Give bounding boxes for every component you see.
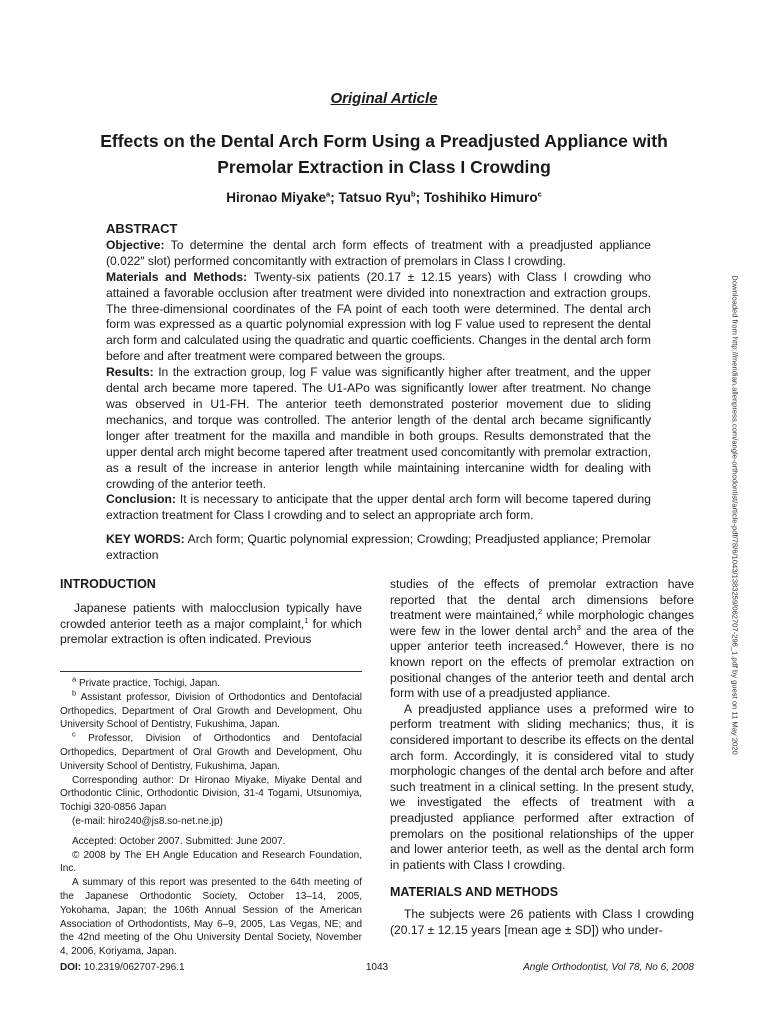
paragraph-text: However, there is no known report on the effects of premolar extraction on positional changes of the anterior teeth and dental arch form with use of a preadjusted appliance. — [390, 639, 694, 701]
citation-ref: 3 — [576, 622, 581, 632]
author-separator: ; — [330, 190, 339, 205]
paragraph-text: for which premolar extraction is often indicated. Previous — [60, 616, 362, 647]
abstract-heading: ABSTRACT — [106, 221, 178, 236]
results-text: In the extraction group, log F value was significantly higher after treatment, and the upper dental arch became more tapered. The U1-APo was significantly lower after treatment. No change was observed in U1-FH. The anterior teeth demonstrated posterior movement due to sliding mechanics, and torque was controlled. The anterior length of the dental arch became significantly longer after treatment for the maxilla and mandible in both groups. Results demonstrated that the upper dental arch might become tapered after treatment used concomitantly with premolar extraction, as a result of the increase in anterior length while maintaining intercanine width for dealing with crowding of the anterior teeth. — [106, 365, 651, 491]
download-watermark — [727, 275, 743, 755]
footnote-dates: Accepted: October 2007. Submitted: June 2007. — [72, 835, 286, 847]
footnote-copyright: © 2008 by The EH Angle Education and Research Foundation, Inc. — [60, 849, 362, 875]
abstract-block — [106, 221, 651, 564]
doi-label: DOI: — [60, 962, 82, 973]
paragraph-text: studies of the effects of premolar extraction have reported that the dental arch dimensions before treatment were maintained, — [390, 577, 694, 623]
footnote-text: Private practice, Tochigi, Japan. — [76, 678, 220, 689]
paragraph-text: and the area of the upper anterior teeth increased. — [390, 623, 694, 654]
paragraph-text: Japanese patients with malocclusion typically have crowded anterior teeth as a major complaint, — [60, 601, 362, 631]
affiliation-mark: b — [72, 688, 77, 698]
affiliation-mark: c — [72, 729, 76, 739]
footnote-corresponding-author: Corresponding author: Dr Hironao Miyake, Miyake Dental and Orthodontic Clinic, Orthodontic Division, 31-4 Togami, Utsunomiya, Tochigi 320-0856 Japan — [60, 774, 362, 814]
abstract-keywords — [106, 532, 651, 564]
introduction-heading: INTRODUCTION — [60, 577, 156, 591]
footnote-email: (e-mail: hiro240@js8.so-net.ne.jp) — [72, 815, 223, 827]
journal-citation: Angle Orthodontist, Vol 78, No 6, 2008 — [523, 962, 694, 973]
abstract-results — [106, 365, 651, 492]
download-watermark-text: Downloaded from http://meridian.allenpress.com/angle-orthodontist/article-pdf/78/6/1043/1383259/062707-296_1.pdf by guest on 11 May 2020 — [730, 275, 740, 755]
methods-text: Twenty-six patients (20.17 ± 12.15 years) with Class I crowding who attained a favorable occlusion after treatment were divided into nonextraction and extraction groups. The three-dimensional coordinates of the FA point of each tooth were determined. The dental arch form was expressed as a quartic polynomial expression with log F value used to represent the dental arch form and calculated using the quadratic and quartic coefficients. Changes in the dental arch form before and after treatment were compared between the groups. — [106, 269, 651, 364]
author-name: Toshihiko Himuro — [423, 190, 538, 205]
footnotes-block — [60, 674, 362, 959]
introduction-paragraph: A preadjusted appliance uses a preformed wire to perform treatment with sliding mechanics; thus, it is considered important to describe its effects on the dental arch form. Accordingly, it is considered vital to study morphologic changes of the dental arch before and after such treatment in a clinical setting. In the present study, we investigated the effects of treatment with a preadjusted appliance performed after extraction of premolars on the positional relationships of the upper and lower anterior teeth, as well as the dental arch form in patients with Class I crowding. — [390, 701, 694, 872]
abstract-methods — [106, 270, 651, 365]
article-title: Effects on the Dental Arch Form Using a Preadjusted Appliance with Premolar Extraction in Class I Crowding — [100, 131, 668, 177]
footnote-affiliation-b — [60, 688, 362, 732]
footnote-text: Professor, Division of Orthodontics and Dentofacial Orthopedics, Department of Oral Growth and Development, Ohu University School of Dentistry, Fukushima, Japan. — [60, 733, 362, 772]
author-name: Tatsuo Ryu — [338, 190, 411, 205]
doi-value: 10.2319/062707-296.1 — [81, 962, 185, 973]
author-name: Hironao Miyake — [226, 190, 327, 205]
objective-text: To determine the dental arch form effects of treatment with a preadjusted appliance (0.022″ slot) performed concomitantly with extraction of premolars in Class I crowding. — [106, 237, 651, 268]
author-separator: ; — [415, 190, 424, 205]
footnote-presentation-summary: A summary of this report was presented to the 64th meeting of the Japanese Orthodontic Society, October 13–14, 2005, Yokohama, Japan; the 106th Annual Session of the American Association of Orthodontists, May 6–9, 2005, Las Vegas, NE; and the 42nd meeting of the Ohu University Dental Society, November 4, 2006, Koriyama, Japan. — [60, 877, 362, 958]
affiliation-mark: a — [326, 189, 331, 199]
objective-label: Objective: — [106, 237, 165, 252]
conclusion-text: It is necessary to anticipate that the upper dental arch form will become tapered during extraction treatment for Class I crowding and to select an appropriate arch form. — [106, 492, 651, 523]
author-list — [0, 190, 768, 205]
abstract-objective — [106, 238, 651, 270]
introduction-paragraph — [390, 577, 694, 702]
footnote-affiliation-a — [60, 674, 362, 691]
left-column — [60, 577, 362, 648]
results-label: Results: — [106, 365, 154, 380]
keywords-label: KEY WORDS: — [106, 532, 185, 547]
footnote-text: Assistant professor, Division of Orthodontics and Dentofacial Orthopedics, Department of Oral Growth and Development, Ohu University School of Dentistry, Fukushima, Japan. — [60, 691, 362, 731]
affiliation-mark: c — [537, 189, 542, 199]
article-type: Original Article — [330, 90, 438, 107]
paragraph-text: while morphologic changes were few in the lower dental arch — [390, 608, 694, 638]
page-number: 1043 — [365, 962, 389, 973]
affiliation-mark: b — [410, 189, 416, 199]
abstract-conclusion — [106, 492, 651, 524]
citation-ref: 4 — [563, 638, 569, 648]
footnote-affiliation-c — [60, 729, 362, 773]
keywords-text: Arch form; Quartic polynomial expression; Crowding; Preadjusted appliance; Premolar extraction — [106, 532, 651, 563]
introduction-paragraph — [60, 601, 362, 648]
affiliation-mark: a — [72, 674, 77, 684]
methods-label: Materials and Methods: — [106, 269, 248, 284]
conclusion-label: Conclusion: — [106, 492, 176, 507]
methods-paragraph: The subjects were 26 patients with Class I crowding (20.17 ± 12.15 years [mean age ± SD]) who under- — [390, 907, 694, 937]
citation-ref: 2 — [538, 607, 543, 617]
footnote-divider — [60, 671, 362, 672]
citation-ref: 1 — [304, 615, 309, 625]
methods-heading: MATERIALS AND METHODS — [390, 885, 559, 900]
right-column — [390, 577, 694, 938]
